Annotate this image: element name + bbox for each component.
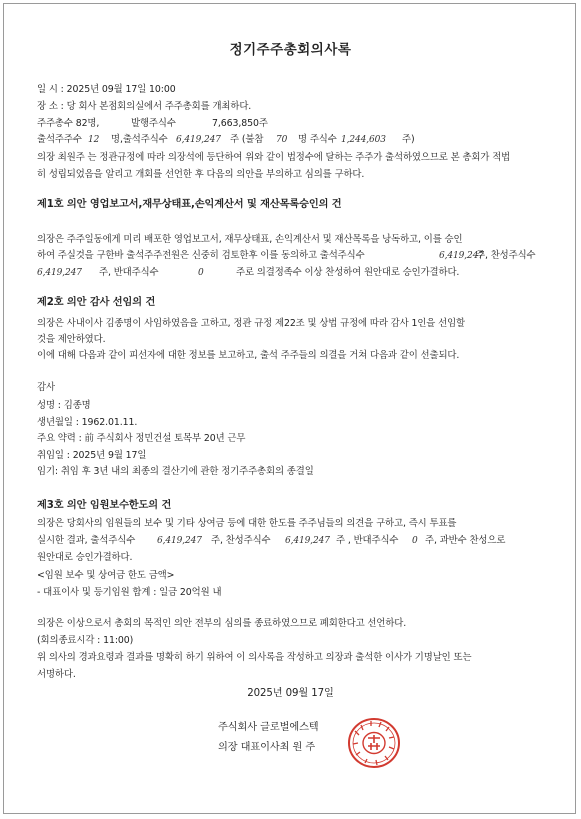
remuneration-limit: - 대표이사 및 등기임원 합계 : 일금 20억원 내 — [37, 587, 222, 598]
item2-line1: 의장은 사내이사 김종명이 사임하였음을 고하고, 정관 규정 제22조 및 상법 규정에 따라 감사 1인을 선임할 — [37, 318, 466, 329]
closing-line1: 의장은 이상으로서 총회의 목적인 의안 전부의 심의를 종료하였으므로 폐회한다고 선언하다. — [37, 618, 407, 629]
item3-line3: 원안대로 승인가결하다. — [37, 552, 133, 563]
remuneration-subtitle: <임원 보수 및 상여금 한도 금액> — [37, 570, 175, 581]
auditor-start-date: 취임일 : 2025년 9월 17일 — [37, 450, 147, 461]
closing-line3: 위 의사의 경과요령과 결과를 명확히 하기 위하여 이 의사록을 작성하고 의장과 출석한 이사가 기명날인 또는 — [37, 652, 472, 663]
auditor-name: 성명 : 김종명 — [37, 400, 91, 411]
auditor-birth: 생년월일 : 1962.01.11. — [37, 417, 138, 428]
meeting-date: 일 시 : 2025년 09월 17일 10:00 — [37, 84, 176, 95]
item3-oppose-shares-handwritten: 0 — [412, 536, 418, 546]
item3-line2: 실시한 결과, 출석주식수 — [37, 535, 136, 546]
auditor-term: 임기: 취임 후 3년 내의 최종의 결산기에 관한 정기주주총회의 종결일 — [37, 466, 314, 477]
company-seal-icon — [347, 717, 401, 769]
item2-line3: 이에 대해 다음과 같이 피선자에 대한 정보를 보고하고, 출석 주주들의 의결을 거쳐 다음과 같이 선출되다. — [37, 350, 460, 361]
item1-attend-shares-handwritten: 6,419,247 — [439, 251, 484, 261]
page-title: 정기주주총회의사록 — [229, 42, 352, 58]
issued-shares-value: 7,663,850주 — [212, 118, 268, 129]
item1-line1: 의장은 주주일동에게 미리 배포한 영업보고서, 재무상태표, 손익계산서 및 재산목록을 낭독하고, 이를 승인 — [37, 234, 463, 245]
auditor-role: 감사 — [37, 382, 55, 393]
item3-approve-shares-handwritten: 6,419,247 — [285, 536, 330, 546]
item1-oppose-shares-handwritten: 0 — [198, 268, 204, 278]
item1-heading: 제1호 의안 영업보고서,재무상태표,손익계산서 및 재산목록승인의 건 — [37, 199, 342, 210]
closing-time: (회의종료시각 : 11:00) — [37, 635, 134, 646]
item3-majority: 주, 과반수 찬성으로 — [425, 535, 506, 546]
item1-line2: 하여 주실것을 구한바 출석주주전원은 신중히 검토한후 이를 동의하고 출석주식수 — [37, 250, 365, 261]
item2-heading: 제2호 의안 감사 선임의 건 — [37, 297, 156, 308]
attend-label: 출석주주수 — [37, 134, 82, 145]
attend-suffix: 주) — [402, 134, 415, 145]
item1-result: 주로 의결정족수 이상 찬성하여 원안대로 승인가결하다. — [236, 267, 460, 278]
item3-attend-shares-handwritten: 6,419,247 — [157, 536, 202, 546]
attend-count-handwritten: 12 — [88, 135, 100, 145]
absent-shares-handwritten: 1,244,603 — [341, 135, 386, 145]
item1-approve-shares-handwritten: 6,419,247 — [37, 268, 82, 278]
chair-statement-line1: 의장 최원주 는 정관규정에 따라 의장석에 등단하여 위와 같이 법정수에 달하는 주주가 출석하였으므로 본 총회가 적법 — [37, 152, 511, 163]
absent-count-handwritten: 70 — [276, 135, 288, 145]
item3-oppose-label: 주 , 반대주식수 — [336, 535, 399, 546]
signing-date: 2025년 09월 17일 — [247, 688, 334, 699]
attend-shares-label: 명,출석주식수 — [111, 134, 168, 145]
meeting-place: 장 소 : 당 회사 본점회의실에서 주주총회를 개최하다. — [37, 101, 252, 112]
item3-approve-label: 주, 찬성주식수 — [211, 535, 271, 546]
item2-line2: 것을 제안하였다. — [37, 334, 106, 345]
chair-statement-line2: 히 성립되었음을 알리고 개회를 선언한 후 다음의 의안을 부의하고 심의를 구하다. — [37, 169, 365, 180]
item3-heading: 제3호 의안 임원보수한도의 건 — [37, 500, 172, 511]
closing-line4: 서명하다. — [37, 669, 76, 680]
item1-oppose-label: 주, 반대주식수 — [99, 267, 159, 278]
auditor-career: 주요 약력 : 前 주식회사 정민건설 토목부 20년 근무 — [37, 433, 246, 444]
absent-shares-label: 명 주식수 — [298, 134, 337, 145]
shareholder-count: 주주총수 82명, — [37, 118, 100, 129]
absent-label: 주 (불참 — [230, 134, 264, 145]
chair-signature: 의장 대표이사최 원 주 — [218, 742, 316, 753]
issued-shares-label: 발행주식수 — [131, 118, 176, 129]
company-name: 주식회사 글로벌에스텍 — [218, 722, 319, 733]
item1-approve-label: 주, 찬성주식수 — [476, 250, 536, 261]
item3-line1: 의장은 당회사의 임원들의 보수 및 기타 상여금 등에 대한 한도를 주주님들의 의견을 구하고, 즉시 투표를 — [37, 518, 457, 529]
attend-shares-handwritten: 6,419,247 — [176, 135, 221, 145]
